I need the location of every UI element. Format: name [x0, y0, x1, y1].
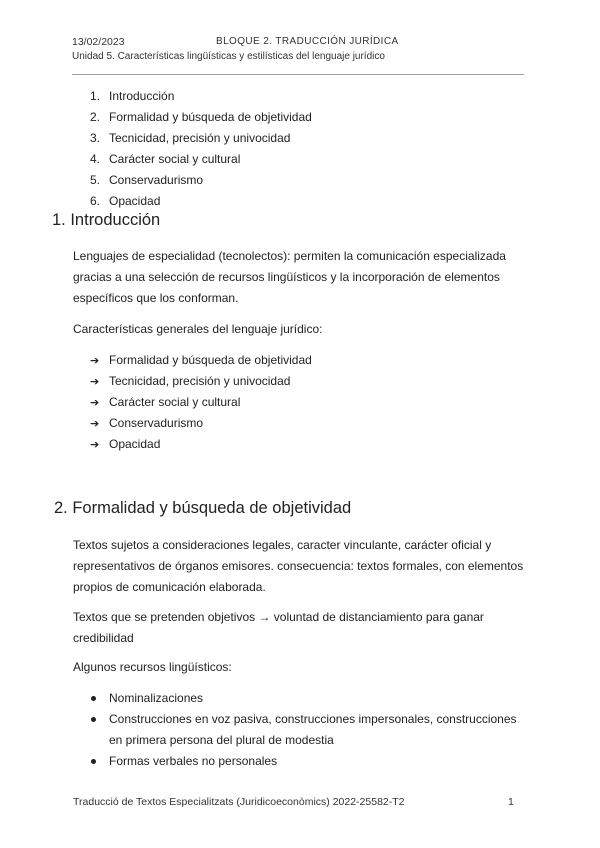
paragraph-caracteristicas: Características generales del lenguaje jurídico: [73, 322, 323, 336]
toc-item [90, 107, 312, 128]
toc-label: Introducción [109, 89, 175, 103]
list-item-text: Carácter social y cultural [109, 395, 241, 409]
list-item [90, 751, 530, 772]
toc-item [90, 128, 312, 149]
toc-item [90, 170, 312, 191]
page-number: 1 [508, 796, 514, 808]
toc-label: Formalidad y búsqueda de objetividad [109, 110, 312, 124]
toc-label: Opacidad [109, 194, 161, 208]
arrow-icon: ➔ [90, 397, 100, 409]
list-item-text: Formalidad y búsqueda de objetividad [109, 353, 312, 367]
list-item [90, 392, 312, 413]
page-footer: Traducció de Textos Especialitzats (Juridicoeconòmics) 2022-25582-T2 [73, 796, 405, 808]
features-list [90, 350, 312, 455]
toc-number: 2. [90, 110, 101, 124]
toc-label: Carácter social y cultural [109, 152, 241, 166]
arrow-icon: ➔ [90, 418, 100, 430]
paragraph-recursos: Algunos recursos lingüísticos: [73, 660, 232, 674]
paragraph-textos-sujetos: Textos sujetos a consideraciones legales, caracter vinculante, carácter oficial y representativos de órganos emisores. consecuencia: textos formales, con elementos propios de comunicación elaborada. [73, 538, 524, 594]
toc-number: 6. [90, 194, 101, 208]
list-item-text: Nominalizaciones [109, 691, 204, 705]
list-item [90, 371, 312, 392]
list-item-text: Tecnicidad, precisión y univocidad [109, 374, 291, 388]
toc-number: 4. [90, 152, 101, 166]
list-item-text: Construcciones en voz pasiva, construcciones impersonales, construcciones en primera persona del plural de modestia [109, 712, 517, 747]
toc-item [90, 86, 312, 107]
page-header [72, 36, 524, 75]
toc-item [90, 149, 312, 170]
header-unit-title: Unidad 5. Características lingüísticas y estilísticas del lenguaje jurídico [72, 51, 385, 62]
resources-list [90, 688, 530, 772]
paragraph-textos-objetivos: Textos que se pretenden objetivos → voluntad de distanciamiento para ganar credibilidad [73, 610, 484, 645]
list-item-text: Formas verbales no personales [109, 754, 278, 768]
bullet-icon [91, 759, 96, 764]
list-item [90, 709, 530, 751]
list-item-text: Opacidad [109, 437, 161, 451]
toc-item [90, 191, 312, 212]
section-heading-introduccion: 1. Introducción [52, 211, 161, 229]
toc-label: Tecnicidad, precisión y univocidad [109, 131, 291, 145]
list-item [90, 350, 312, 371]
arrow-icon: ➔ [90, 355, 100, 367]
bullet-icon [91, 717, 96, 722]
list-item [90, 688, 530, 709]
list-item [90, 413, 312, 434]
paragraph-lenguajes-especialidad: Lenguajes de especialidad (tecnolectos): permiten la comunicación especializada gracias a una selección de recursos lingüísticos y la incorporación de elementos específicos que los conforman. [73, 249, 506, 305]
list-item-text: Conservadurismo [109, 416, 204, 430]
toc-number: 1. [90, 89, 101, 103]
arrow-icon: ➔ [90, 376, 100, 388]
table-of-contents [90, 86, 312, 212]
section-heading-formalidad: 2. Formalidad y búsqueda de objetividad [54, 499, 352, 517]
toc-number: 3. [90, 131, 101, 145]
toc-number: 5. [90, 173, 101, 187]
arrow-icon: ➔ [90, 439, 100, 451]
header-date: 13/02/2023 [72, 36, 125, 48]
toc-label: Conservadurismo [109, 173, 204, 187]
list-item [90, 434, 312, 455]
bullet-icon [91, 696, 96, 701]
header-block-title: BLOQUE 2. TRADUCCIÓN JURÍDICA [216, 36, 399, 47]
